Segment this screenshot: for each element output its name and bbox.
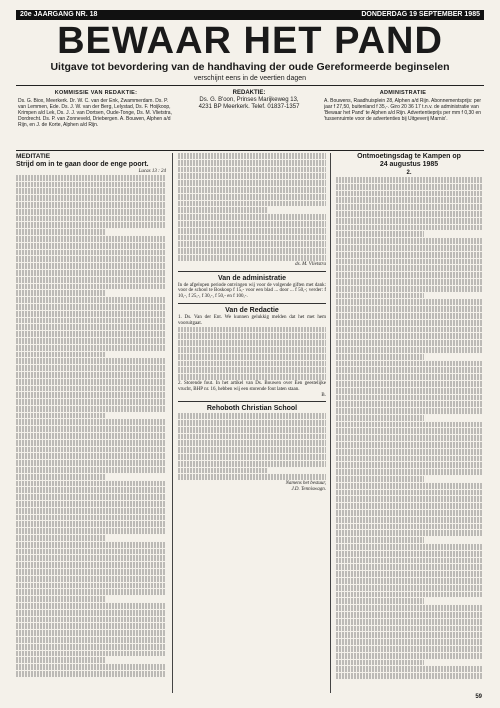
text-line [336,619,482,625]
text-line [16,392,166,398]
text-line [336,361,482,367]
text-line [336,204,482,210]
text-line [336,462,482,468]
school-signature-2: J.D. Tenniswagn. [291,487,326,493]
text-line [16,256,166,262]
editorial-phone-line: 4231 BP Meerkerk. Telef. 01837-1357 [198,104,300,110]
school-signature-1: Namens het bestuur, [285,481,326,487]
text-line [178,454,326,460]
text-line [336,660,424,666]
text-line [336,592,482,598]
meeting-day-date: 24 augustus 1985 [379,161,439,168]
text-line [16,617,166,623]
volume-number: 20e JAARGANG NR. 18 [20,11,98,18]
text-line [336,265,482,271]
text-line [16,467,166,473]
text-line [336,564,482,570]
text-line [336,510,482,516]
redaction-item-2: 2. Storende fout. In het artikel van Ds. Bouwen over Een geestelijke vrucht, BHP nr. 16, hebben wij een storende fout laten staan. [178,380,326,392]
text-line [16,277,166,283]
text-line [16,290,106,296]
text-line [336,218,482,224]
text-line [16,236,166,242]
text-line [178,340,326,346]
text-line [336,666,482,672]
text-line [16,596,106,602]
text-line [336,333,482,339]
page-number: 59 [475,694,482,700]
text-line [336,524,482,530]
text-line [16,664,166,670]
meditation-body [16,175,166,677]
text-line [16,440,166,446]
editorial-committee-box [18,90,174,148]
text-line [16,188,166,194]
text-line [16,195,166,201]
meeting-day-title: Ontmoetingsdag te Kampen op [357,153,461,160]
text-line [336,632,482,638]
text-line [178,180,326,186]
text-line [336,259,482,265]
text-line [178,420,326,426]
text-line [16,182,166,188]
text-line [336,327,482,333]
text-line [16,460,166,466]
text-line [336,517,482,523]
text-line [16,508,166,514]
school-section-title: Rehoboth Christian School [206,405,298,413]
text-line [178,468,267,474]
text-line [16,338,166,344]
masthead-subtitle: Uitgave tot bevordering van de handhaving der oude Gereformeerde beginselen [50,61,450,73]
text-line [336,388,482,394]
divider [16,150,484,151]
text-line [16,521,166,527]
text-line [336,598,424,604]
editorial-address-line: Ds. G. B'oon, Prinses Marijkeweg 13, [199,97,299,103]
text-line [336,279,482,285]
text-line [336,605,482,611]
text-line [336,428,482,434]
text-line [336,673,482,679]
text-line [336,551,482,557]
text-line [178,374,326,380]
text-line [16,589,166,595]
committee-text: Ds. G. Biox, Meerkerk. Dr. W. C. van der Enk, Zwammerdam. Ds. P. van Lemmen, Ede. Ds. J. W. van der Berg, Lelystad, Ds. F. Hoijkoop, Krimpen a/d Lek, Ds. J. J. van Dortsen, Oude-Tonge, Ds. M. Vlietstra, Dordrecht. Ds. P. van Zonneveld, Driebergen. A. Bouwen, Alphen a/d Rijn, en J. de Korte, Alphen a/d Rijn. [18,98,172,128]
text-line [178,207,267,213]
text-line [336,503,482,509]
text-line [16,487,166,493]
text-line [178,248,326,254]
text-line [336,293,424,299]
text-line [336,381,482,387]
text-line [178,228,326,234]
text-line [336,272,482,278]
text-line [16,318,166,324]
text-line [336,238,482,244]
text-line [16,345,166,351]
meeting-day-number: 2. [406,170,412,176]
text-line [336,476,424,482]
text-line [336,347,482,353]
text-line [336,578,482,584]
text-line [16,209,166,215]
text-line [336,612,482,618]
text-line [178,447,326,453]
meditation-label: MEDITATIE [16,153,51,160]
text-line [16,610,166,616]
text-line [16,331,166,337]
text-line [16,386,166,392]
administration-section-text: In de afgelopen periode ontvingen wij voor de volgende giften met dank: voor de school te Boskoop f 15,- voor een blad ... door ... f 50,-; verder: f 10,-, f 25,-, f 30,-, f 50,- en f 100,-. [178,282,326,300]
administration-box [324,90,482,148]
top-bar [16,10,484,20]
text-line [336,225,482,231]
administration-section-title: Van de administratie [217,274,287,282]
text-line [336,354,424,360]
text-line [336,320,482,326]
text-line [16,494,166,500]
text-line [336,537,424,543]
text-line [16,379,166,385]
text-line [178,153,326,159]
text-line [336,231,424,237]
text-line [336,469,482,475]
text-line [16,365,166,371]
text-line [336,191,482,197]
text-line [178,461,326,467]
text-line [16,576,166,582]
text-line [178,354,326,360]
text-line [16,229,106,235]
text-line [16,453,166,459]
text-line [16,433,166,439]
text-line [16,284,166,290]
divider [16,85,484,86]
text-line [336,558,482,564]
text-line [178,201,326,207]
text-line [178,440,326,446]
committee-heading: KOMMISSIE VAN REDAKTIE: [54,90,138,96]
text-line [16,528,166,534]
text-line [336,626,482,632]
column-divider [172,153,173,693]
text-line [16,501,166,507]
text-line [336,211,482,217]
text-line [336,299,482,305]
text-line [16,250,166,256]
text-line [178,427,326,433]
text-line [16,243,166,249]
text-line [336,415,424,421]
text-line [16,419,166,425]
text-line [178,361,326,367]
text-line [336,245,482,251]
text-line [336,442,482,448]
text-line [178,333,326,339]
text-line [336,483,482,489]
text-line [336,639,482,645]
text-line [178,434,326,440]
meditation-title: Strijd om in te gaan door de enge poort. [16,161,149,168]
redaction-body [178,327,326,380]
redaction-item-1: 1. Ds. Van der Ent. We kunnen gelukkig melden dat het met hem vooruitgaat. [178,314,326,326]
text-line [16,311,166,317]
text-line [16,324,166,330]
text-line [16,297,166,303]
text-line [336,530,482,536]
text-line [336,449,482,455]
text-line [16,474,106,480]
text-line [16,481,166,487]
text-line [16,222,166,228]
text-line [336,544,482,550]
text-line [178,214,326,220]
text-line [336,646,482,652]
administration-heading: ADMINISTRATIE [379,90,427,96]
meditation-author: ds. M. Vlietstra [295,261,326,267]
text-line [16,515,166,521]
text-line [178,241,326,247]
newspaper-page [16,10,484,700]
text-line [336,340,482,346]
meeting-day-column [336,153,482,689]
text-line [16,630,166,636]
middle-column [178,153,326,693]
issue-date: DONDERDAG 19 SEPTEMBER 1985 [361,11,480,18]
text-line [16,603,166,609]
meditation-column [16,153,166,693]
text-line [178,474,326,480]
text-line [16,426,166,432]
text-line [16,651,166,657]
text-line [16,555,166,561]
text-line [16,216,166,222]
text-line [178,367,326,373]
text-line [336,408,482,414]
text-line [16,372,166,378]
text-line [336,571,482,577]
text-line [336,653,482,659]
text-line [336,286,482,292]
text-line [16,304,166,310]
text-line [178,221,326,227]
redaction-signature: B. [321,392,326,398]
text-line [16,358,166,364]
text-line [178,413,326,419]
text-line [16,399,166,405]
text-line [16,657,106,663]
text-line [16,671,166,677]
text-line [336,496,482,502]
text-line [336,313,482,319]
text-line [336,435,482,441]
text-line [336,367,482,373]
administration-text: A. Bouwens, Raadhuisplein 28, Alphen a/d Rijn. Abonnementsprijs: per jaar f 27,50, buitenland f 35,-. Giro 20 36 17 t.n.v. de administratie van 'Bewaar het Pand' te Alphen a/d Rijn. Advertentieprijs per mm f 0,30 en 'tussenruimte voor de advertenties bij Uitgeverij Marnix'. [324,98,482,122]
text-line [336,374,482,380]
text-line [16,202,166,208]
text-line [16,413,106,419]
text-line [16,535,106,541]
column-divider [330,153,331,693]
text-line [16,270,166,276]
text-line [336,490,482,496]
text-line [178,327,326,333]
text-line [16,644,166,650]
editorial-box [184,90,314,111]
text-line [16,623,166,629]
text-line [336,177,482,183]
text-line [336,401,482,407]
meditation-scripture-ref: Lucas 13 : 24 [138,169,166,174]
text-line [16,562,166,568]
text-line [178,235,326,241]
text-line [16,447,166,453]
text-line [178,187,326,193]
text-line [16,406,166,412]
text-line [178,160,326,166]
text-line [16,263,166,269]
text-line [336,252,482,258]
text-line [336,197,482,203]
publication-frequency: verschijnt eens in de veertien dagen [193,75,307,82]
masthead-title: BEWAAR HET PAND [57,20,443,62]
text-line [178,347,326,353]
text-line [16,175,166,181]
text-line [336,585,482,591]
text-line [178,173,326,179]
text-line [16,542,166,548]
redaction-section-title: Van de Redactie [225,306,279,314]
text-line [178,167,326,173]
text-line [336,456,482,462]
text-line [336,306,482,312]
text-line [16,549,166,555]
text-line [178,255,326,261]
text-line [16,583,166,589]
text-line [336,184,482,190]
meeting-day-body [336,177,482,679]
text-line [16,637,166,643]
text-line [336,395,482,401]
meditation-body-continued [178,153,326,261]
text-line [336,422,482,428]
text-line [16,569,166,575]
school-body [178,413,326,480]
text-line [16,352,106,358]
editorial-heading: REDAKTIE: [232,90,266,96]
text-line [178,194,326,200]
